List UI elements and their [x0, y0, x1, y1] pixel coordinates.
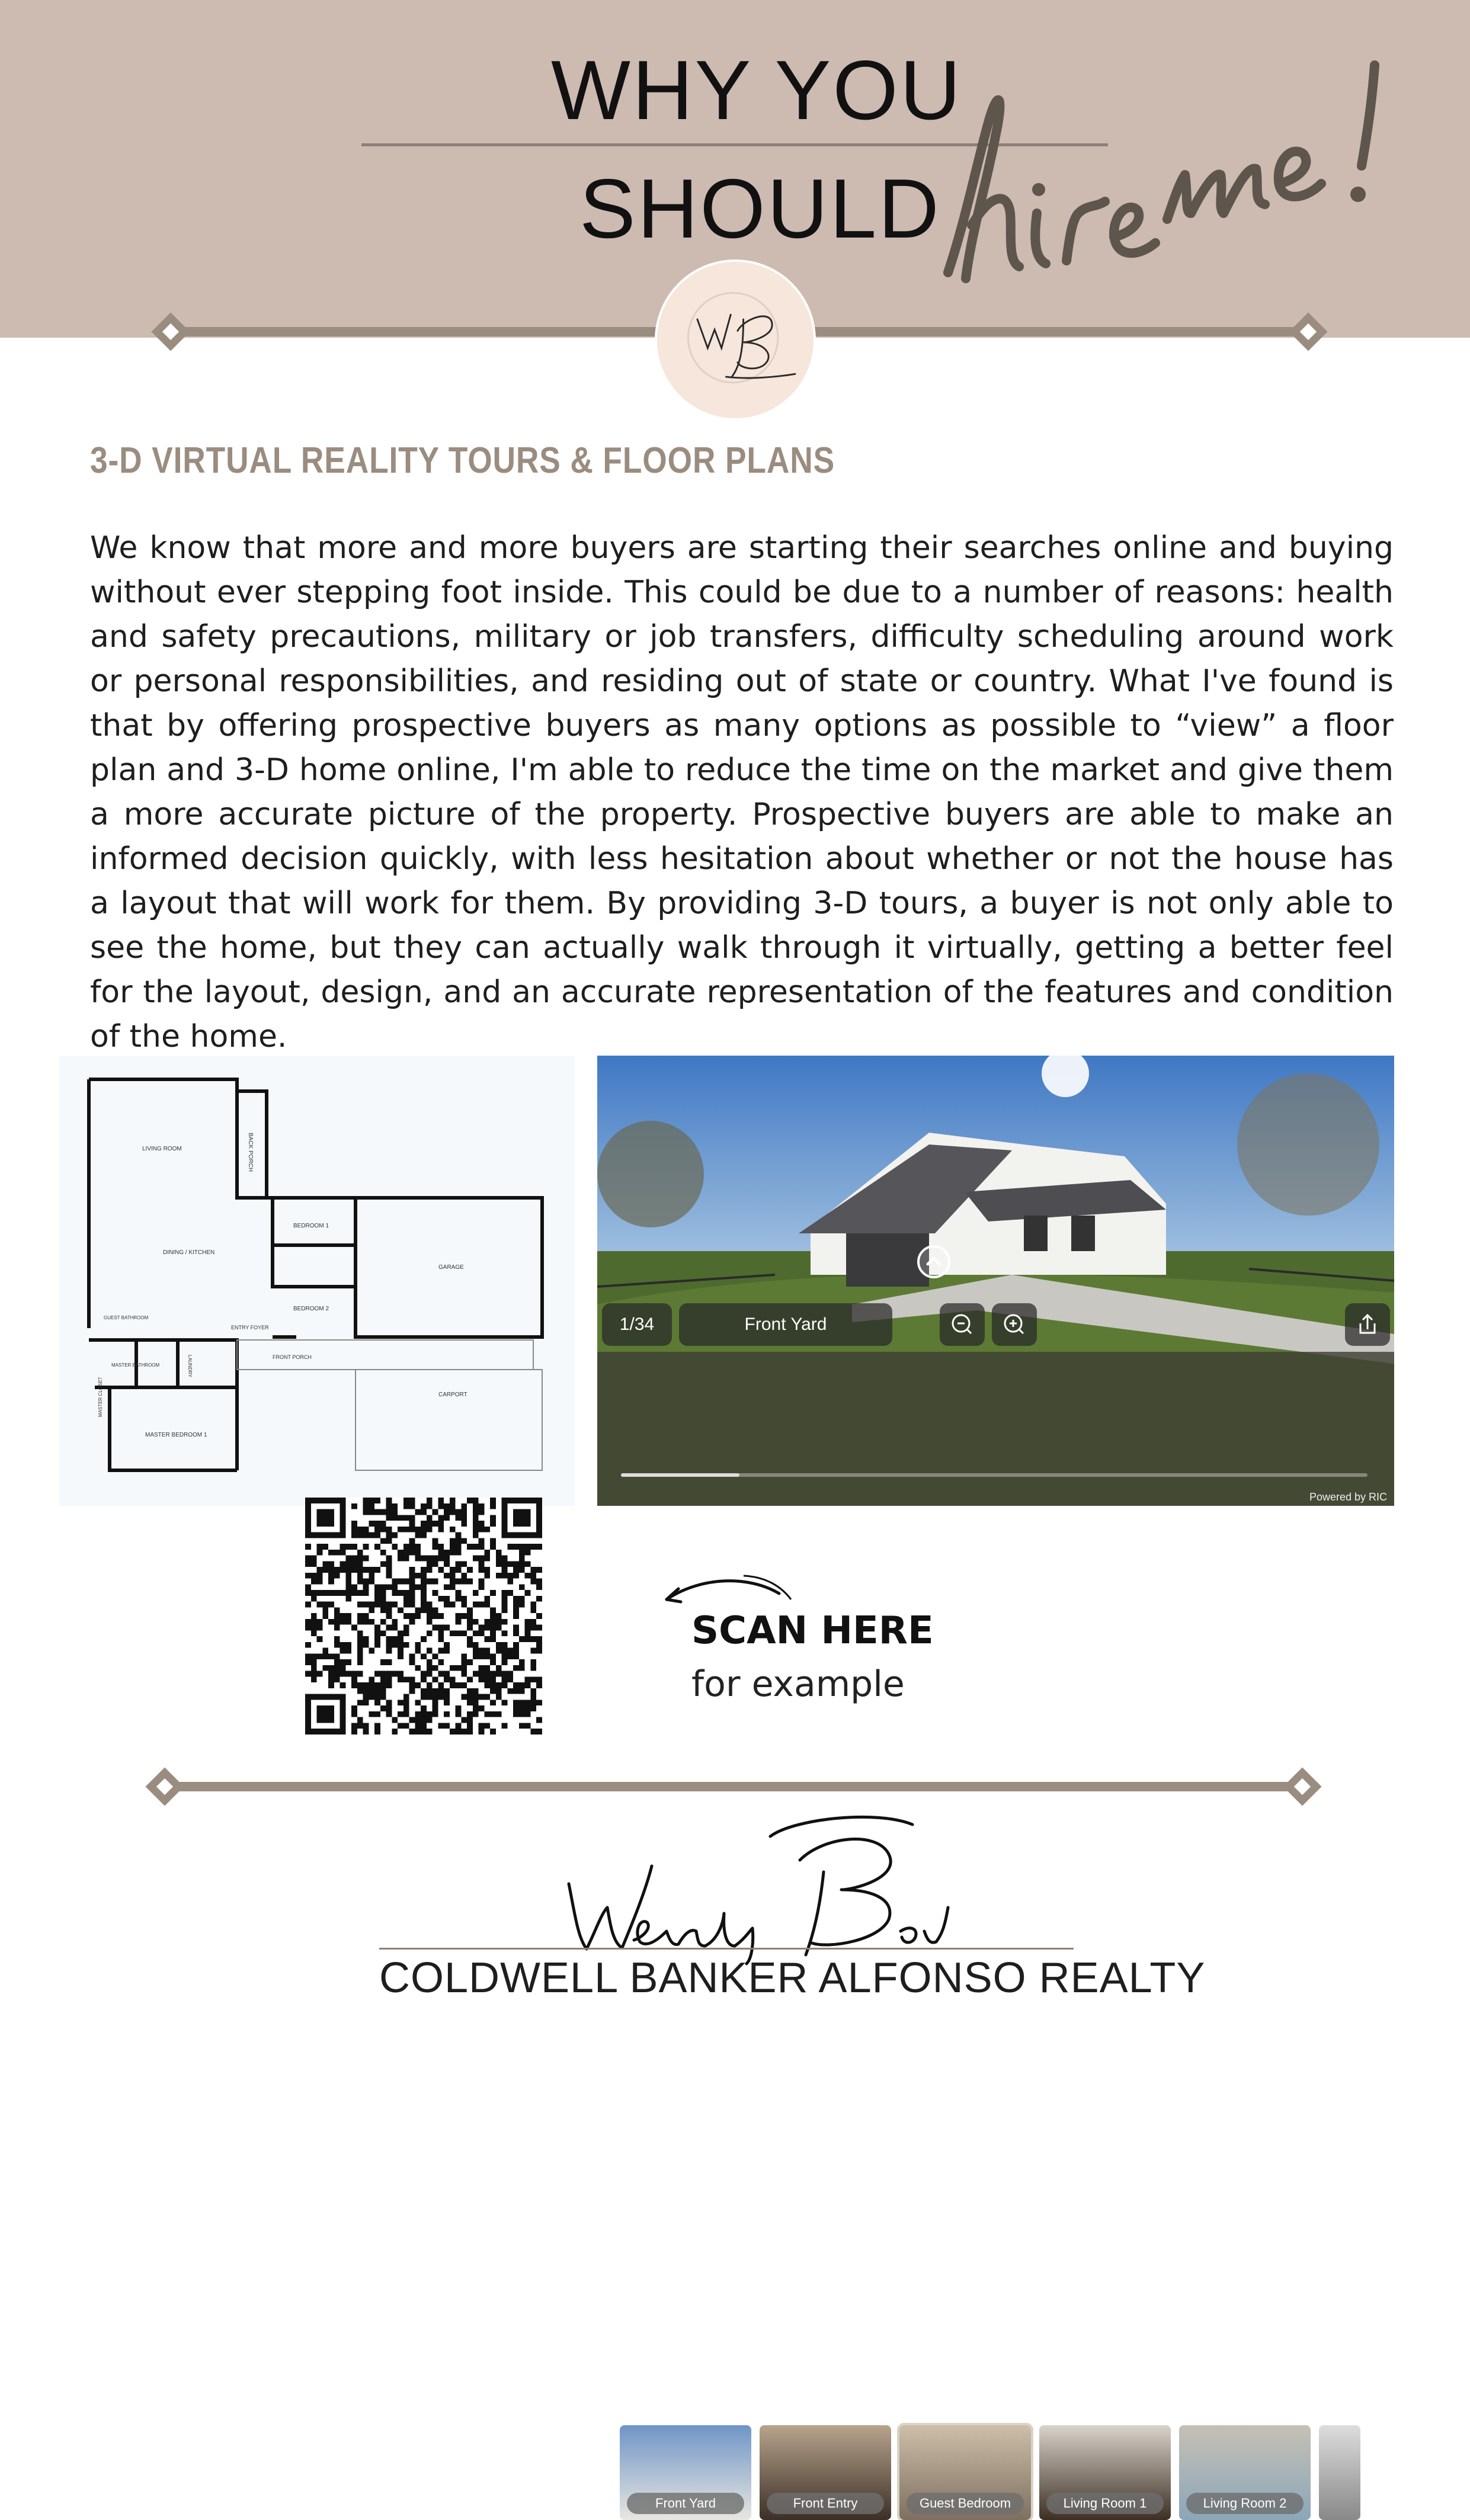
section-heading: 3-D VIRTUAL REALITY TOURS & FLOOR PLANS: [90, 440, 835, 481]
room-label-living-room: LIVING ROOM: [142, 1146, 182, 1152]
body-paragraph: We know that more and more buyers are starting their searches online and buying without ever stepping foot inside. This could be due to a number of reasons: health and safety precautions, military or job transfers, difficulty scheduling around work or personal responsibilities, and residing out of state or country. What I've found is that by offering prospective buyers as many options as possible to “view” a floor plan and 3-D home online, I'm able to reduce the time on the market and give them a more accurate picture of the property. Prospective buyers are able to make an informed decision quickly, with less hesitation about whether or not the house has a layout that will work for them. By providing 3-D tours, a buyer is not only able to see the home, but they can actually walk through it virtually, getting a better feel for the layout, design, and an accurate representation of the features and condition of the home.: [90, 530, 1394, 1054]
room-label-garage: GARAGE: [438, 1264, 464, 1271]
room-label-bedroom-1: BEDROOM 1: [293, 1223, 329, 1229]
room-label-back-porch: BACK PORCH: [247, 1133, 254, 1172]
signature-rule: [379, 1948, 1074, 1950]
room-label-master-closet: MASTER CLOSET: [98, 1377, 103, 1417]
thumbnail-partial[interactable]: [1319, 2425, 1360, 2520]
floor-plan-drawing: [59, 1056, 575, 1506]
thumbnail-label: Living Room 2: [1186, 2493, 1304, 2514]
thumbnail-living-room-2[interactable]: [1179, 2425, 1311, 2520]
title-line-2: SHOULD: [579, 162, 941, 256]
scan-here-label: SCAN HERE: [691, 1609, 934, 1653]
room-label-laundry: LAUNDRY: [187, 1355, 193, 1378]
room-label-carport: CARPORT: [438, 1392, 467, 1398]
current-room-label[interactable]: Front Yard: [679, 1303, 892, 1346]
scan-sub-label: for example: [691, 1663, 905, 1705]
thumbnail-label: Front Entry: [767, 2493, 884, 2514]
thumbnail-label: Living Room 1: [1046, 2493, 1164, 2514]
bottom-divider-left-diamond: [145, 1767, 184, 1806]
room-label-master-bathroom: MASTER BATHROOM: [111, 1362, 160, 1368]
room-label-entry-foyer: ENTRY FOYER: [231, 1325, 269, 1330]
room-label-master-bedroom: MASTER BEDROOM 1: [145, 1432, 207, 1438]
thumbnail-living-room-1[interactable]: [1039, 2425, 1171, 2520]
room-label-dining-kitchen: DINING / KITCHEN: [163, 1249, 215, 1256]
signature: [545, 1813, 960, 1967]
room-label-front-porch: FRONT PORCH: [273, 1354, 312, 1360]
logo: [655, 259, 816, 421]
qr-code[interactable]: [305, 1498, 542, 1734]
thumbnail-front-entry[interactable]: [760, 2425, 891, 2520]
tour-credit: Powered by RIC: [1309, 1491, 1387, 1503]
thumbnail-label: Front Yard: [627, 2493, 744, 2514]
title-line-1: WHY YOU: [551, 43, 963, 137]
floor-plan-image: [59, 1056, 575, 1506]
room-label-guest-bathroom: GUEST BATHROOM: [104, 1315, 149, 1320]
bottom-divider-right-diamond: [1283, 1767, 1321, 1806]
bottom-divider: [165, 1782, 1305, 1791]
wb-monogram-icon: [657, 262, 814, 418]
hire-me-script: [924, 24, 1428, 302]
thumbnail-front-yard[interactable]: [620, 2425, 751, 2520]
tour-counter: 1/34: [602, 1303, 672, 1346]
company-name: COLDWELL BANKER ALFONSO REALTY: [379, 1954, 1206, 2002]
thumbnail-guest-bedroom[interactable]: [899, 2425, 1031, 2520]
room-label-bedroom-2: BEDROOM 2: [293, 1306, 329, 1312]
thumbnail-label: Guest Bedroom: [907, 2493, 1024, 2514]
thumbnail-scrollbar[interactable]: [621, 1473, 1367, 1477]
thumbnail-scrollbar-thumb[interactable]: [621, 1473, 739, 1477]
